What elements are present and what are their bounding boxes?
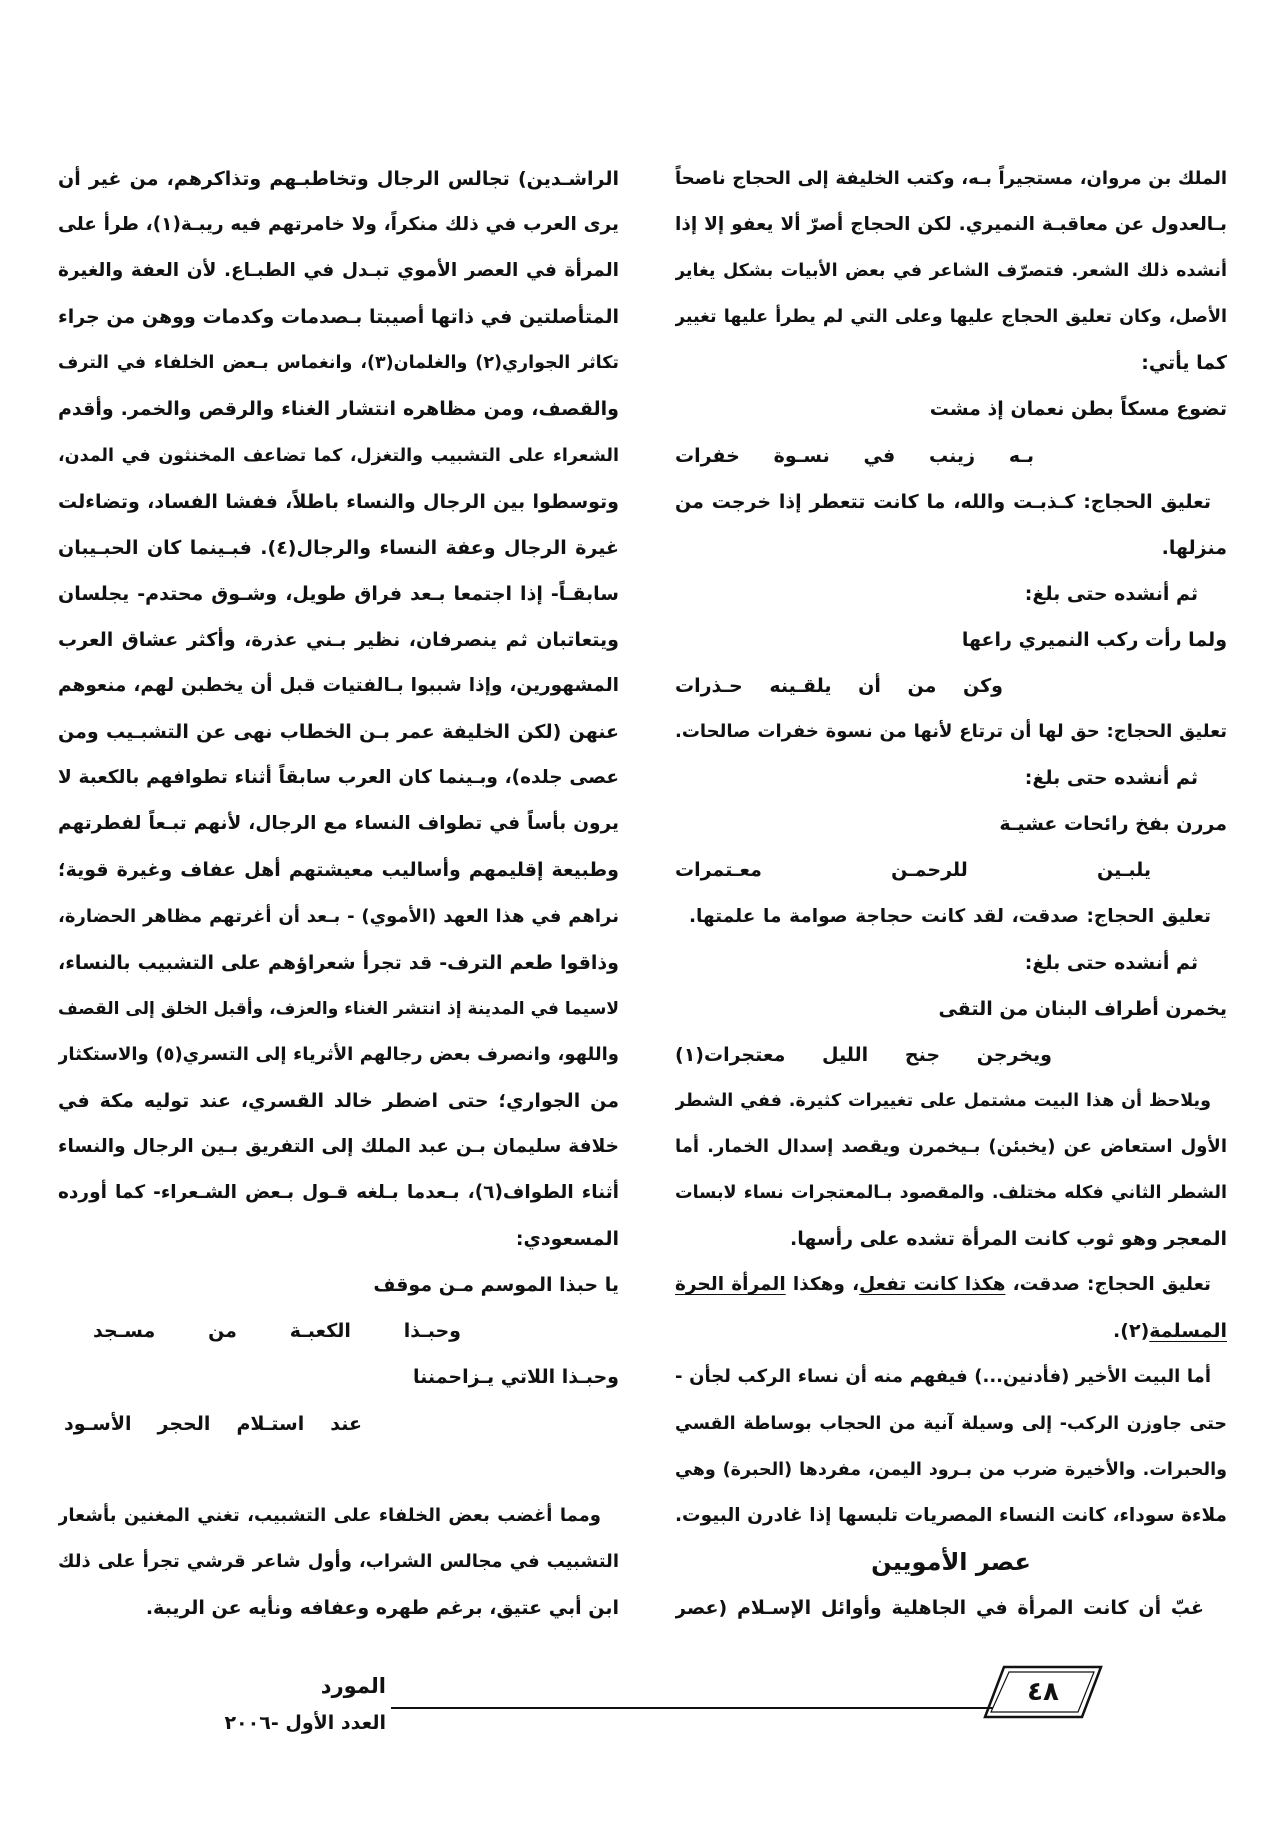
- verse-line: وحبـذا اللاتي يـزاحمننا: [413, 1366, 619, 1389]
- verse-line: وحبـذا الكعبـة من مسـجد: [93, 1320, 461, 1343]
- text-line: نراهم في هذا العهد (الأموي) - بـعد أن أغرتهم مظاهر الحضارة،: [58, 905, 619, 927]
- text-line: من الجواري؛ حتى اضطر خالد القسري، عند توليه مكة في: [58, 1089, 619, 1112]
- text-line: واللهو، وانصرف بعض رجالهم الأثرياء إلى التسري(٥) والاستكثار: [58, 1043, 619, 1065]
- footnote-marker: (٢).: [1113, 1320, 1150, 1343]
- text-line: المرأة في العصر الأموي تبـدل في الطبـاع. لأن العفة والغيرة: [58, 260, 619, 282]
- blank-line: [58, 1447, 619, 1493]
- text-line: تعليق الحجاج: كـذبـت والله، ما كانت تتعطر إذا خرجت من: [675, 490, 1211, 513]
- text-line: والحبرات. والأخيرة ضرب من بـرود اليمن، مفردها (الحبرة) وهي: [675, 1459, 1227, 1480]
- text-line: ثم أنشده حتى بلغ:: [1024, 767, 1198, 790]
- text-line: [675, 1262, 1227, 1308]
- text-line: منزلها.: [1161, 536, 1227, 559]
- text-line: تعليق الحجاج: حق لها أن ترتاع لأنها من نسوة خفرات صالحات.: [675, 721, 1227, 743]
- underlined-text: المرأة الحرة: [675, 1274, 786, 1296]
- footer-rule: [391, 1707, 993, 1709]
- text-line: بـالعدول عن معاقبـة النميري. لكن الحجاج أصرّ ألا يعفو إلا إذا: [675, 214, 1227, 236]
- text-line: تعليق الحجاج: صدقت، لقد كانت حجاجة صوامة ما علمتها.: [689, 905, 1211, 927]
- text-line: الشطر الثاني فكله مختلف. والمقصود بـالمعتجرات نساء لابسات: [675, 1183, 1227, 1204]
- page-number: ٤٨: [1027, 1677, 1059, 1707]
- underlined-text: هكذا كانت تفعل: [859, 1274, 1006, 1296]
- text-line: ويلاحظ أن هذا البيت مشتمل على تغييرات كثيرة. ففي الشطر: [675, 1090, 1211, 1111]
- text-line: عصى جلده)، وبـينما كان العرب سابقاً أثناء تطوافهم بالكعبة لا: [58, 767, 619, 789]
- text-line: غيرة الرجال وعفة النساء والرجال(٤). فبـينما كان الحبـيبان: [58, 536, 619, 559]
- right-column: [675, 156, 1227, 1631]
- text-line: سابقـاً- إذا اجتمعا بـعد فراق طويل، وشـوق محتدم- يجلسان: [58, 582, 619, 605]
- text-line: ملاءة سوداء، كانت النساء المصريات تلبسها إذا غادرن البيوت.: [675, 1504, 1227, 1526]
- text-line: المشهورين، وإذا شببوا بـالفتيات قبل أن يخطبن لهم، منعوهم: [58, 675, 619, 697]
- verse-line: مررن بفخ رائحات عشيـة: [999, 813, 1227, 836]
- text-line: المسعودي:: [515, 1228, 619, 1251]
- text-line: تكاثر الجواري(٢) والغلمان(٣)، وانغماس بـعض الخلفاء في الترف: [58, 353, 619, 374]
- magazine-title: المورد: [320, 1674, 386, 1698]
- text-line: وطبيعة إقليمهم وأساليب معيشتهم أهل عفاف وغيرة قوية؛: [58, 859, 619, 882]
- text-line: المعجر وهو ثوب كانت المرأة تشده على رأسها.: [790, 1228, 1227, 1251]
- verse-line: يلبـين للرحمـن معـتمرات: [675, 859, 1151, 882]
- verse-line: تضوع مسكاً بطن نعمان إذ مشت: [929, 398, 1227, 421]
- text-line: الأصل، وكان تعليق الحجاج عليها وعلى التي لم يطرأ عليها تغيير: [675, 307, 1227, 328]
- text-line: ومما أغضب بعض الخلفاء على التشبيب، تغني المغنين بأشعار: [58, 1504, 601, 1526]
- verse-line: ويخرجن جنح الليل معتجرات(١): [675, 1043, 1052, 1066]
- text-line: أما البيت الأخير (فأدنين...) فيفهم منه أن نساء الركب لجأن -: [675, 1366, 1211, 1388]
- text-line: يرى العرب في ذلك منكراً، ولا خامرتهم فيه ريبـة(١)، طرأ على: [58, 214, 619, 236]
- text-line: كما يأتي:: [1141, 352, 1227, 375]
- verse-line: وكن من أن يلقـينه حـذرات: [675, 675, 1003, 698]
- verse-line: يخمرن أطراف البنان من التقى: [938, 997, 1227, 1020]
- underlined-text: المسلمة: [1149, 1320, 1227, 1343]
- verse-line: بـه زينب في نسـوة خفرات: [675, 444, 1034, 467]
- verse-line: يا حبذا الموسم مـن موقف: [373, 1274, 619, 1297]
- text-line: يرون بأساً في تطواف النساء مع الرجال، لأنهم تبـعاً لفطرتهم: [58, 813, 619, 835]
- text-line: [675, 1308, 1227, 1354]
- text-line: الأول استعاض عن (يخبئن) بـيخمرن ويقصد إسدال الخمار. أما: [675, 1135, 1227, 1157]
- section-heading: عصر الأمويين: [871, 1547, 1031, 1576]
- verse-line: ولما رأت ركب النميري راعها: [961, 628, 1227, 651]
- text-line: المتأصلتين في ذاتها أصيبتا بـصدمات وكدمات ووهن من جراء: [58, 306, 619, 329]
- text-line: عنهن (لكن الخليفة عمر بـن الخطاب نهى عن التشبـيب ومن: [58, 721, 619, 744]
- text-line: ثم أنشده حتى بلغ:: [1024, 582, 1198, 605]
- text-line: لاسيما في المدينة إذ انتشر الغناء والعزف، وأقبل الخلق إلى القصف: [58, 998, 619, 1019]
- text-line: الشعراء على التشبيب والتغزل، كما تضاعف المخنثون في المدن،: [58, 445, 619, 466]
- text-line: أثناء الطواف(٦)، بـعدما بـلغه قـول بـعض الشـعراء- كما أورده: [58, 1182, 619, 1204]
- text-line: ابن أبي عتيق، برغم طهره وعفافه ونأيه عن الريبة.: [145, 1596, 619, 1619]
- text-line: ثم أنشده حتى بلغ:: [1024, 951, 1198, 974]
- text-line: أنشده ذلك الشعر. فتصرّف الشاعر في بعض الأبيات بشكل يغاير: [675, 261, 1227, 282]
- verse-line: عند استـلام الحجر الأسـود: [64, 1412, 362, 1435]
- text-line: التشبيب في مجالس الشراب، وأول شاعر قرشي تجرأ على ذلك: [58, 1550, 619, 1572]
- text-line: الملك بن مروان، مستجيراً بـه، وكتب الخليفة إلى الحجاج ناصحاً: [675, 168, 1227, 189]
- text-line: ويتعاتبان ثم ينصرفان، نظير بـني عذرة، وأكثر عشاق العرب: [58, 628, 619, 651]
- text-line: وتوسطوا بين الرجال والنساء باطلاً، ففشا الفساد، وتضاءلت: [58, 490, 619, 513]
- text-line: الراشـدين) تجالس الرجال وتخاطبـهم وتذاكرهم، من غير أن: [58, 168, 619, 190]
- left-column: [58, 156, 619, 1631]
- text-line: وذاقوا طعم الترف- قد تجرأ شعراؤهم على التشبيب بالنساء،: [58, 951, 619, 974]
- text-line: والقصف، ومن مظاهره انتشار الغناء والرقص والخمر. وأقدم: [58, 398, 619, 421]
- text-segment: تعليق الحجاج: صدقت،: [1005, 1274, 1211, 1296]
- text-line: حتى جاوزن الركب- إلى وسيلة آنية من الحجاب بوساطة القسي: [675, 1413, 1227, 1434]
- text-line: غبّ أن كانت المرأة في الجاهلية وأوائل الإسـلام (عصر: [675, 1596, 1204, 1619]
- text-segment: ، وهكذا: [785, 1274, 860, 1296]
- issue-label: العدد الأول -٢٠٠٦: [224, 1712, 386, 1734]
- text-line: خلافة سليمان بـن عبد الملك إلى التفريق بـين الرجال والنساء: [58, 1135, 619, 1157]
